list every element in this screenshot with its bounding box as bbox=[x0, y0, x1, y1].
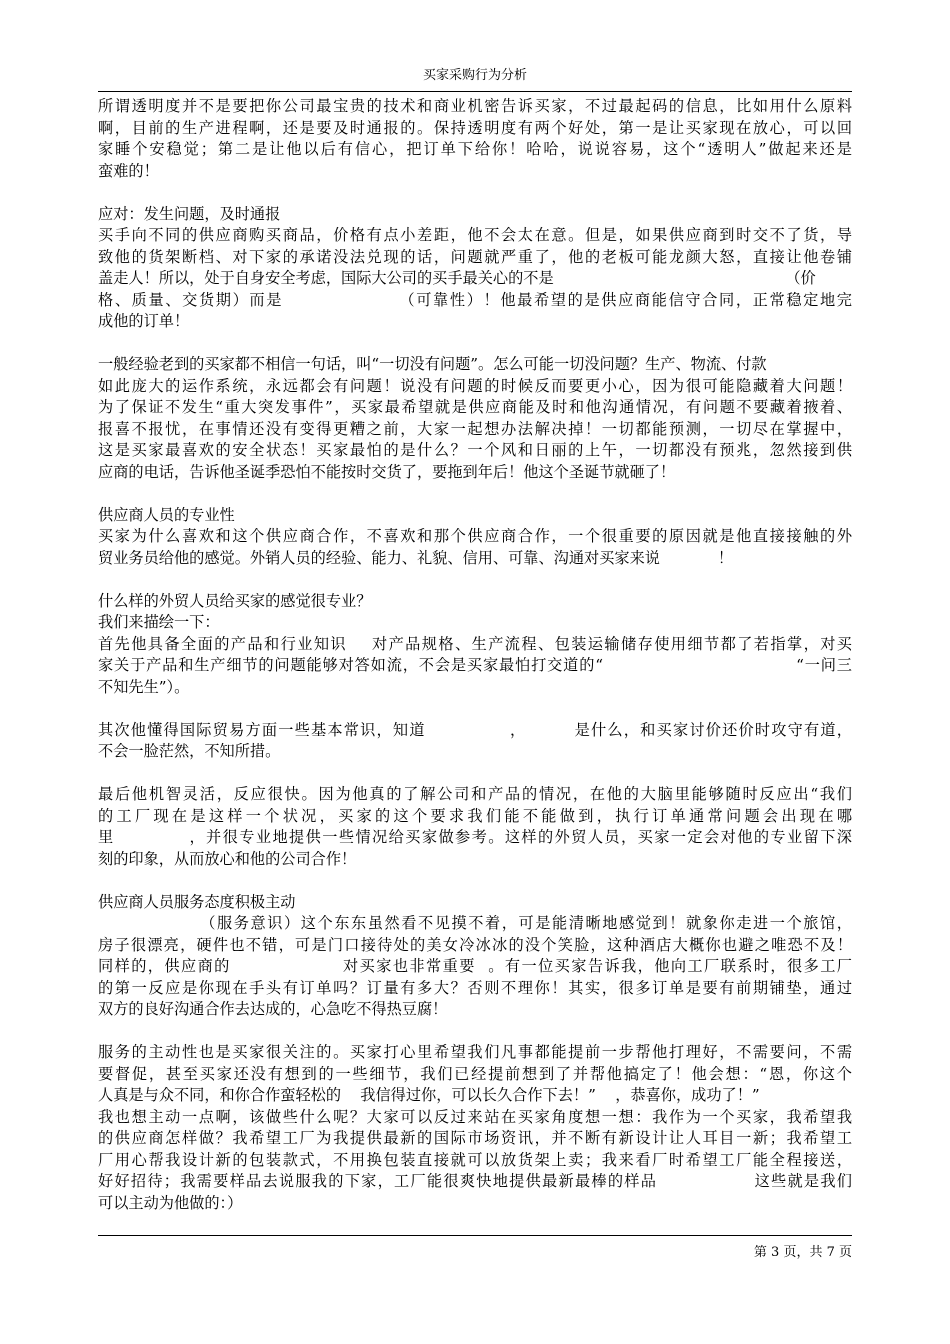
page-number: 第 3 页，共 7 页 bbox=[753, 1245, 852, 1260]
text-line bbox=[98, 1021, 852, 1043]
text-line: 啊，目前的生产进程啊，还是要及时通报的。保持透明度有两个好处，第一是让买家现在放心，可以回 bbox=[98, 118, 852, 137]
text-line: 人真是与众不同，和你合作蛮轻松的 我信得过你，可以长久合作下去！” ，恭喜你，成功了！” bbox=[98, 1086, 760, 1104]
text-line: 的第一反应是你现在手头有订单吗？订量有多大？否则不理你！其实，很多订单是要有前期铺垫，通过 bbox=[98, 978, 852, 997]
text-line: 应对：发生问题，及时通报 bbox=[98, 204, 281, 223]
text-line bbox=[98, 870, 852, 892]
text-line: 报喜不报忧，在事情还没有变得更糟之前，大家一起想办法解决掉！一切都能预测，一切尽在掌握中， bbox=[98, 419, 852, 438]
text-line: 家关于产品和生产细节的问题能够对答如流，不会是买家最怕打交道的“ “一问三 bbox=[98, 656, 852, 674]
text-line: 格、质量、交货期）而是 （可靠性）！他最希望的是供应商能信守合同，正常稳定地完 bbox=[98, 290, 852, 309]
text-line: （服务意识）这个东东虽然看不见摸不着，可是能清晰地感觉到！就象你走进一个旅馆， bbox=[98, 914, 852, 932]
header-rule bbox=[98, 91, 852, 92]
text-line: 不知先生”）。 bbox=[98, 677, 190, 696]
text-line: 盖走人！所以，处于自身安全考虑，国际大公司的买手最关心的不是 （价 bbox=[98, 269, 816, 287]
text-line: 所谓透明度并不是要把你公司最宝贵的技术和商业机密告诉买家，不过最起码的信息，比如用什么原料 bbox=[98, 97, 852, 115]
text-line: 里 ，并很专业地提供一些情况给买家做参考。这样的外贸人员，买家一定会对他的专业留下深 bbox=[98, 828, 852, 846]
text-line: 买手向不同的供应商购买商品，价格有点小差距，他不会太在意。但是，如果供应商到时交不了货，导 bbox=[98, 226, 852, 244]
text-line: 服务的主动性也是买家很关注的。买家打心里希望我们凡事都能提前一步帮他打理好，不需要问，不需 bbox=[98, 1043, 852, 1061]
text-line: 我也想主动一点啊，该做些什么呢？大家可以反过来站在买家角度想一想：我作为一个买家，我希望我 bbox=[98, 1107, 852, 1126]
footer-rule bbox=[98, 1235, 852, 1236]
text-line: 不会一脸茫然，不知所措。 bbox=[98, 742, 281, 760]
text-line bbox=[98, 333, 852, 355]
text-line: 要督促，甚至买家还没有想到的一些细节，我们已经提前想到了并帮他搞定了！他会想：“恩，你这个 bbox=[98, 1064, 852, 1083]
text-line: 供应商人员的专业性 bbox=[98, 505, 235, 524]
text-line: 首先他具备全面的产品和行业知识 对产品规格、生产流程、包装运输储存使用细节都了若指掌，对买 bbox=[98, 634, 852, 653]
text-line: 应商的电话，告诉他圣诞季恐怕不能按时交货了，要拖到年后！他这个圣诞节就砸了！ bbox=[98, 462, 676, 481]
text-line: 最后他机智灵活，反应很快。因为他真的了解公司和产品的情况，在他的大脑里能够随时反应出“我们 bbox=[98, 785, 852, 803]
text-line: 同样的，供应商的 对买家也非常重要 。有一位买家告诉我，他向工厂联系时，很多工厂 bbox=[98, 957, 852, 975]
text-line: 为了保证不发生“重大突发事件”，买家最希望就是供应商能及时和他沟通情况，有问题不要藏着掖着、 bbox=[98, 398, 852, 416]
text-line: 如此庞大的运作系统，永远都会有问题！说没有问题的时候反而要更小心，因为很可能隐藏着大问题！ bbox=[98, 376, 852, 395]
text-line: 成他的订单！ bbox=[98, 312, 190, 330]
text-line: 刻的印象，从而放心和他的公司合作！ bbox=[98, 849, 357, 868]
text-line bbox=[98, 698, 852, 720]
text-line bbox=[98, 569, 852, 591]
text-line: 什么样的外贸人员给买家的感觉很专业？ bbox=[98, 591, 372, 610]
document-body bbox=[98, 96, 852, 1214]
text-line: 买家为什么喜欢和这个供应商合作，不喜欢和那个供应商合作，一个很重要的原因就是他直接接触的外 bbox=[98, 527, 852, 545]
text-line: 可以主动为他做的：） bbox=[98, 1193, 243, 1212]
text-line: 其次他懂得国际贸易方面一些基本常识，知道 ， 是什么，和买家讨价还价时攻守有道， bbox=[98, 720, 852, 739]
text-line: 双方的良好沟通合作去达成的，心急吃不得热豆腐！ bbox=[98, 1000, 448, 1018]
text-line bbox=[98, 483, 852, 505]
text-line bbox=[98, 763, 852, 785]
text-line: 的工厂现在是这样一个状况，买家的这个要求我们能不能做到，执行订单通常问题会出现在哪 bbox=[98, 806, 852, 825]
text-line: 的供应商怎样做？我希望工厂为我提供最新的国际市场资讯，并不断有新设计让人耳目一新；我希望工 bbox=[98, 1129, 852, 1147]
text-line: 贸业务员给他的感觉。外销人员的经验、能力、礼貌、信用、可靠、沟通对买家来说 ！ bbox=[98, 548, 734, 567]
text-line: 房子很漂亮，硬件也不错，可是门口接待处的美女冷冰冰的没个笑脸，这种酒店大概你也避之唯恐不及！ bbox=[98, 935, 852, 954]
text-line bbox=[98, 182, 852, 204]
text-line: 一般经验老到的买家都不相信一句话，叫“一切没有问题”。怎么可能一切没问题？生产、物流、付款 bbox=[98, 355, 767, 373]
text-line: 致他的货架断档、对下家的承诺没法兑现的话，问题就严重了，他的老板可能龙颜大怒，直接让他卷铺 bbox=[98, 247, 852, 266]
text-line: 我们来描绘一下： bbox=[98, 613, 220, 631]
running-header: 买家采购行为分析 bbox=[422, 68, 527, 83]
text-line: 家睡个安稳觉；第二是让他以后有信心，把订单下给你！哈哈，说说容易，这个“透明人”做起来还是 bbox=[98, 140, 852, 158]
text-line: 蛮难的！ bbox=[98, 161, 159, 180]
text-line: 供应商人员服务态度积极主动 bbox=[98, 892, 296, 911]
text-line: 这是买家最喜欢的安全状态！买家最怕的是什么？一个风和日丽的上午，一切都没有预兆，忽然接到供 bbox=[98, 441, 852, 459]
text-line: 好好招待；我需要样品去说服我的下家，工厂能很爽快地提供最新最棒的样品 这些就是我们 bbox=[98, 1172, 852, 1190]
text-line: 厂用心帮我设计新的包装款式，不用换包装直接就可以放货架上卖；我来看厂时希望工厂能全程接送， bbox=[98, 1150, 852, 1169]
